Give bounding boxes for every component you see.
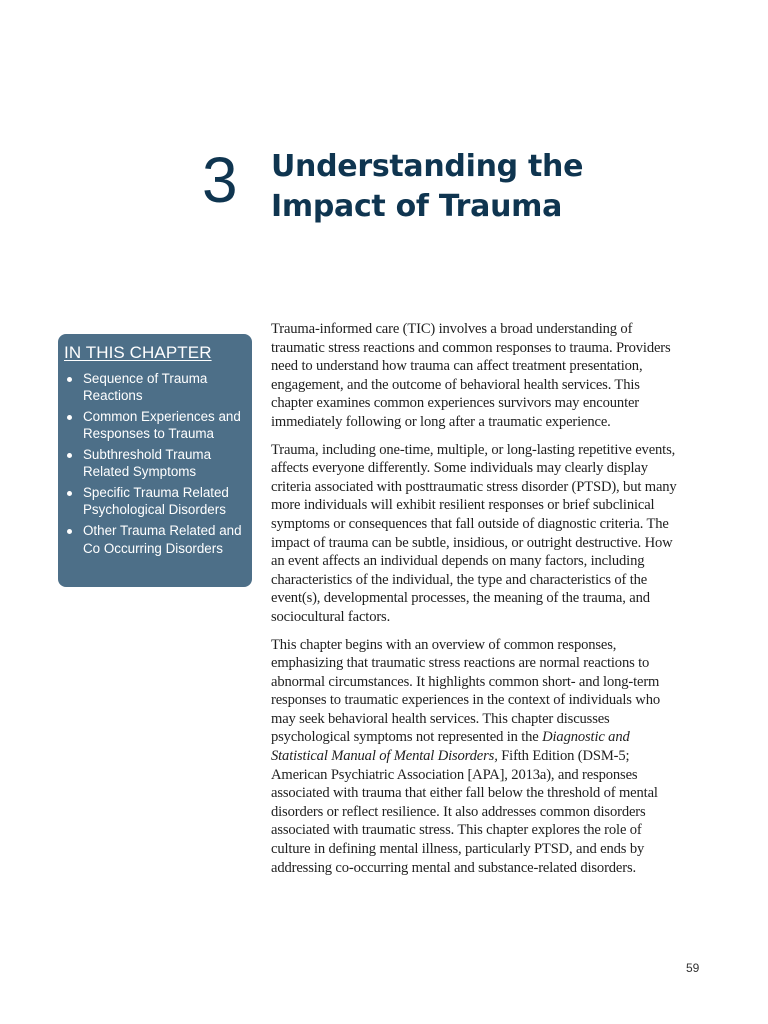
chapter-title-line-2: Impact of Trauma bbox=[271, 189, 563, 224]
in-this-chapter-box bbox=[58, 334, 252, 587]
chapter-title-line-1: Understanding the bbox=[271, 149, 584, 184]
paragraph-3-text-end: Fifth Edition (DSM-5; American Psychiatric Association [APA], 2013a), and responses associated with trauma that either fall below the threshold of mental disorders or reflect resilience. It also addresses common disorders associated with traumatic stress. This chapter explores the role of culture in defining mental illness, particularly PTSD, and ends by addressing co-occurring mental and substance-related disorders. bbox=[271, 748, 658, 876]
paragraph-3-text-start: This chapter begins with an overview of common responses, emphasizing that traumatic stress reactions are normal reactions to abnormal circumstances. It highlights common short- and long-term responses to traumatic experiences in the context of individuals who may seek behavioral health services. This chapter discusses psychological symptoms not represented in the bbox=[271, 636, 660, 746]
chapter-topic-item: Common Experiences and Responses to Trauma bbox=[64, 408, 246, 442]
page-number: 59 bbox=[686, 961, 700, 975]
chapter-topic-item: Specific Trauma Related Psychological Disorders bbox=[64, 484, 246, 518]
in-this-chapter-heading: IN THIS CHAPTER bbox=[64, 343, 212, 362]
chapter-title bbox=[271, 147, 711, 227]
chapter-topic-item: Sequence of Trauma Reactions bbox=[64, 370, 246, 404]
chapter-number: 3 bbox=[202, 144, 238, 216]
body-paragraph-3 bbox=[271, 636, 683, 878]
body-paragraph-1: Trauma-informed care (TIC) involves a broad understanding of traumatic stress reactions and common responses to trauma. Providers need to understand how trauma can affect treatment presentation, engagement, and the outcome of behavioral health services. This chapter examines common experiences survivors may encounter immediately following or long after a traumatic experience. bbox=[271, 321, 671, 430]
dsm-title-italic: Diagnostic and Statistical Manual of Mental Disorders, bbox=[271, 729, 630, 765]
body-paragraph-2: Trauma, including one-time, multiple, or long-lasting repetitive events, affects everyone differently. Some individuals may clearly display criteria associated with posttraumatic stress disorder (PTSD), but many more individuals will exhibit resilient responses or brief subclinical symptoms or consequences that fall outside of diagnostic criteria. The impact of trauma can be subtle, insidious, or outright destructive. How an event affects an individual depends on many factors, including characteristics of the individual, the type and characteristics of the event(s), developmental processes, the meaning of the trauma, and sociocultural factors. bbox=[271, 441, 677, 625]
chapter-body bbox=[271, 320, 683, 886]
chapter-topics-list bbox=[64, 370, 246, 557]
chapter-topic-item: Other Trauma Related and Co Occurring Disorders bbox=[64, 522, 246, 556]
chapter-topic-item: Subthreshold Trauma Related Symptoms bbox=[64, 446, 246, 480]
